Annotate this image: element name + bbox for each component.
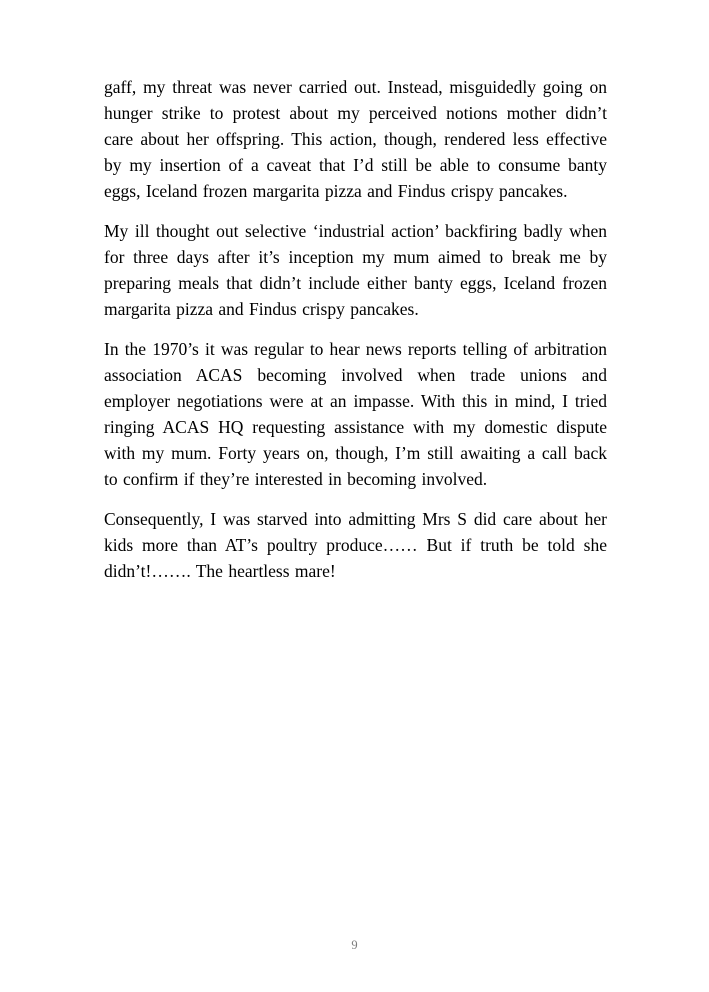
page-number: 9 <box>351 938 358 952</box>
body-text <box>104 74 607 598</box>
paragraph-4: Consequently, I was starved into admitting Mrs S did care about her kids more than AT’s poultry produce…… But if truth be told she didn’t!……. The heartless mare! <box>104 509 607 581</box>
page-footer <box>0 936 709 954</box>
paragraph-2: My ill thought out selective ‘industrial action’ backfiring badly when for three days after it’s inception my mum aimed to break me by preparing meals that didn’t include either banty eggs, Iceland frozen margarita pizza and Findus crispy pancakes. <box>104 221 607 319</box>
paragraph-1: gaff, my threat was never carried out. Instead, misguidedly going on hunger strike to protest about my perceived notions mother didn’t care about her offspring. This action, though, rendered less effective by my insertion of a caveat that I’d still be able to consume banty eggs, Iceland frozen margarita pizza and Findus crispy pancakes. <box>104 77 607 201</box>
paragraph-3: In the 1970’s it was regular to hear news reports telling of arbitration association ACAS becoming involved when trade unions and employer negotiations were at an impasse. With this in mind, I tried ringing ACAS HQ requesting assistance with my domestic dispute with my mum. Forty years on, though, I’m still awaiting a call back to confirm if they’re interested in becoming involved. <box>104 339 607 489</box>
